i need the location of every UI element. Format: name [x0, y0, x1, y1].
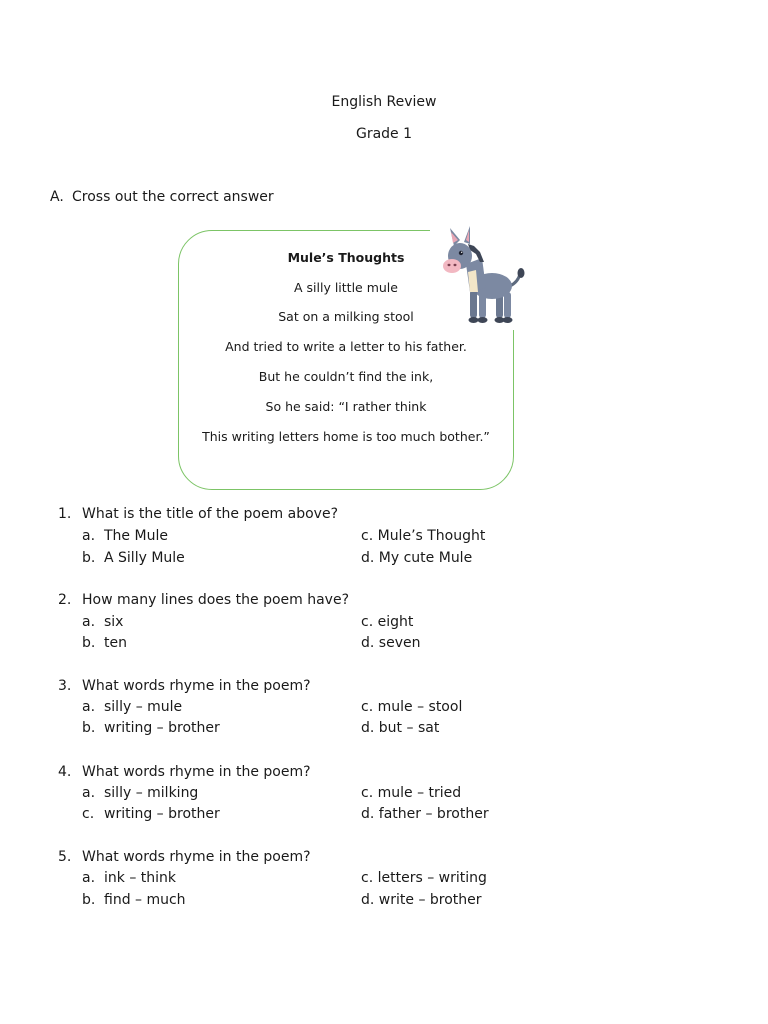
option-5c[interactable]: c. letters – writing — [361, 870, 487, 886]
option-4d[interactable]: d. father – brother — [361, 806, 489, 822]
question-4: 4. What words rhyme in the poem? — [58, 764, 311, 780]
option-3d[interactable]: d. but – sat — [361, 720, 440, 736]
option-1b[interactable]: b. A Silly Mule — [82, 550, 185, 566]
option-1c[interactable]: c. Mule’s Thought — [361, 528, 486, 544]
poem-line-5: So he said: “I rather think — [265, 399, 427, 414]
question-5: 5. What words rhyme in the poem? — [58, 849, 311, 865]
option-2d[interactable]: d. seven — [361, 635, 421, 651]
option-3b[interactable]: b. writing – brother — [82, 720, 220, 736]
option-2a[interactable]: a. six — [82, 614, 124, 630]
question-1: 1. What is the title of the poem above? — [58, 506, 338, 522]
question-text: What words rhyme in the poem? — [82, 849, 311, 865]
donkey-icon — [430, 222, 530, 330]
option-2b[interactable]: b. ten — [82, 635, 127, 651]
option-4c[interactable]: c. mule – tried — [361, 785, 462, 801]
document-title: English Review — [331, 94, 437, 110]
poem-title: Mule’s Thoughts — [287, 250, 405, 265]
question-text: How many lines does the poem have? — [82, 592, 349, 608]
option-5d[interactable]: d. write – brother — [361, 892, 482, 908]
poem-line-3: And tried to write a letter to his father. — [225, 339, 467, 354]
poem-line-1: A silly little mule — [294, 280, 398, 295]
question-text: What words rhyme in the poem? — [82, 764, 311, 780]
option-5b[interactable]: b. find – much — [82, 892, 186, 908]
question-3: 3. What words rhyme in the poem? — [58, 678, 311, 694]
poem-line-4: But he couldn’t find the ink, — [258, 369, 434, 384]
section-letter: A. — [50, 189, 64, 205]
section-a-instruction — [50, 189, 274, 205]
poem-line-2: Sat on a milking stool — [278, 309, 414, 324]
question-text: What words rhyme in the poem? — [82, 678, 311, 694]
option-3c[interactable]: c. mule – stool — [361, 699, 463, 715]
option-5a[interactable]: a. ink – think — [82, 870, 177, 886]
option-4c-2[interactable]: c. writing – brother — [82, 806, 220, 822]
poem-line-6: This writing letters home is too much bother.” — [202, 429, 490, 444]
option-1d[interactable]: d. My cute Mule — [361, 550, 473, 566]
instruction-text: Cross out the correct answer — [72, 189, 274, 205]
option-4a[interactable]: a. silly – milking — [82, 785, 199, 801]
question-2: 2. How many lines does the poem have? — [58, 592, 349, 608]
grade-label: Grade 1 — [355, 126, 413, 142]
option-3a[interactable]: a. silly – mule — [82, 699, 183, 715]
option-1a[interactable]: a. The Mule — [82, 528, 168, 544]
option-2c[interactable]: c. eight — [361, 614, 414, 630]
question-text: What is the title of the poem above? — [82, 506, 338, 522]
